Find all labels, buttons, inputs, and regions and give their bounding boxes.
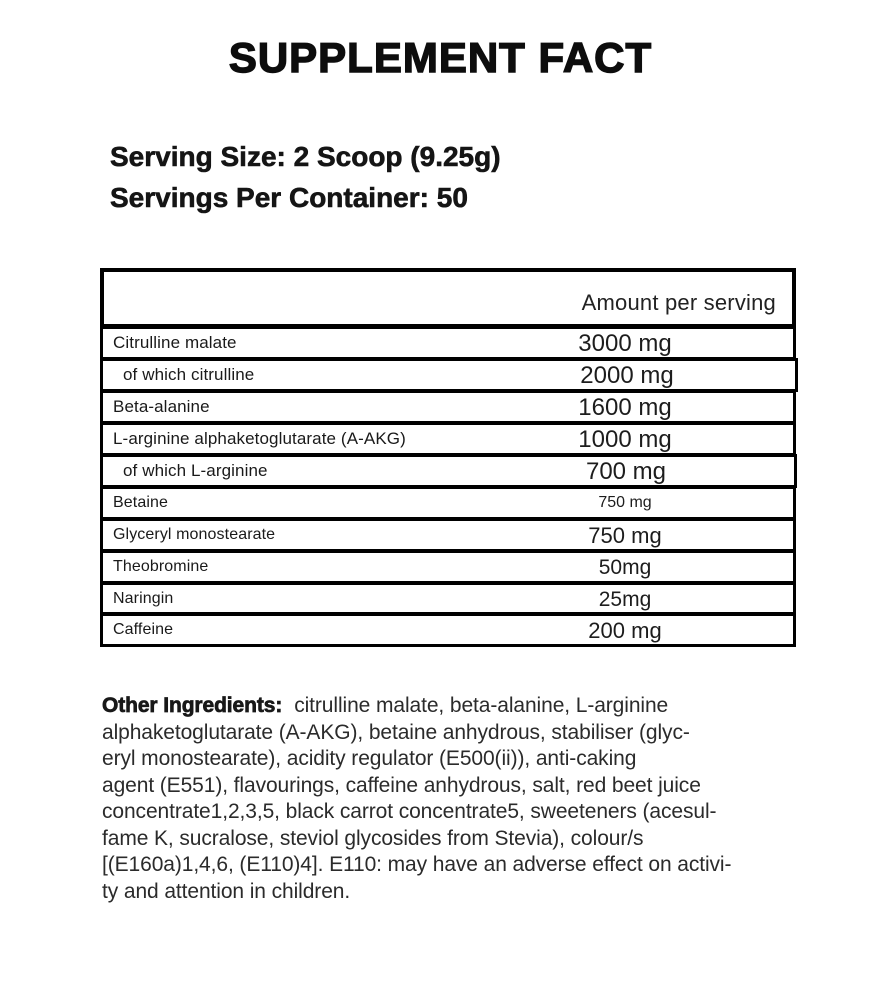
ingredient-name: Naringin [113,589,174,607]
ingredient-name: Caffeine [113,621,174,638]
table-row [100,422,796,456]
ingredient-name: Glyceryl monostearate [113,526,276,543]
ingredient-name: of which citrulline [123,365,255,384]
table-row [100,550,796,584]
servings-per-container-text: Servings Per Container: 50 [110,182,468,213]
ingredient-name: L-arginine alphaketoglutarate (A-AKG) [113,429,406,448]
ingredient-name: Betaine [113,494,168,511]
page-title: SUPPLEMENT FACT [228,34,653,81]
other-ingredients-line [102,693,802,720]
ingredient-amount: 750 mg [588,523,662,548]
table-header-row [100,268,796,328]
other-ingredients-line: concentrate1,2,3,5, black carrot concentrate5, sweeteners (acesul- [102,800,717,823]
serving-info [110,136,501,218]
ingredient-name: Citrulline malate [113,333,237,352]
table-row [100,518,796,552]
table-row [100,613,796,647]
amount-per-serving-header: Amount per serving [581,290,776,315]
other-ingredients-line: alphaketoglutarate (A-AKG), betaine anhydrous, stabiliser (glyc- [102,720,690,744]
other-ingredients-line: eryl monostearate), acidity regulator (E500(ii)), anti-caking [102,747,637,770]
ingredient-amount: 50mg [598,556,652,579]
table-row [100,582,796,615]
ingredient-amount: 750 mg [598,494,652,511]
ingredient-amount: 700 mg [585,458,667,485]
table-row [100,454,797,488]
serving-size-text: Serving Size: 2 Scoop (9.25g) [110,141,501,172]
ingredient-name: Beta-alanine [113,397,210,416]
table-row [100,326,796,360]
ingredient-amount: 2000 mg [580,362,674,389]
other-ingredients-text: citrulline malate, beta-alanine, L-arginine [294,694,669,717]
supplement-facts-table [100,268,796,647]
table-row [100,358,798,392]
ingredient-amount: 25mg [598,587,652,611]
other-ingredients-line: fame K, sucralose, steviol glycosides from Stevia), colour/s [102,826,644,850]
ingredient-name: of which L-arginine [123,461,268,480]
other-ingredients-line: agent (E551), flavourings, caffeine anhydrous, salt, red beet juice [102,773,701,797]
ingredient-amount: 1600 mg [578,394,672,421]
ingredient-name: Theobromine [113,558,209,575]
table-body [100,326,796,647]
ingredient-amount: 1000 mg [578,426,672,453]
ingredient-amount: 3000 mg [578,330,672,357]
table-row [100,390,796,424]
table-row [100,486,796,520]
ingredient-amount: 200 mg [588,618,662,643]
other-ingredients-line: [(E160a)1,4,6, (E110)4]. E110: may have an adverse effect on activi- [102,853,732,876]
other-ingredients-label: Other Ingredients: [102,694,283,717]
other-ingredients-section [102,693,802,905]
other-ingredients-line: ty and attention in children. [102,879,351,903]
